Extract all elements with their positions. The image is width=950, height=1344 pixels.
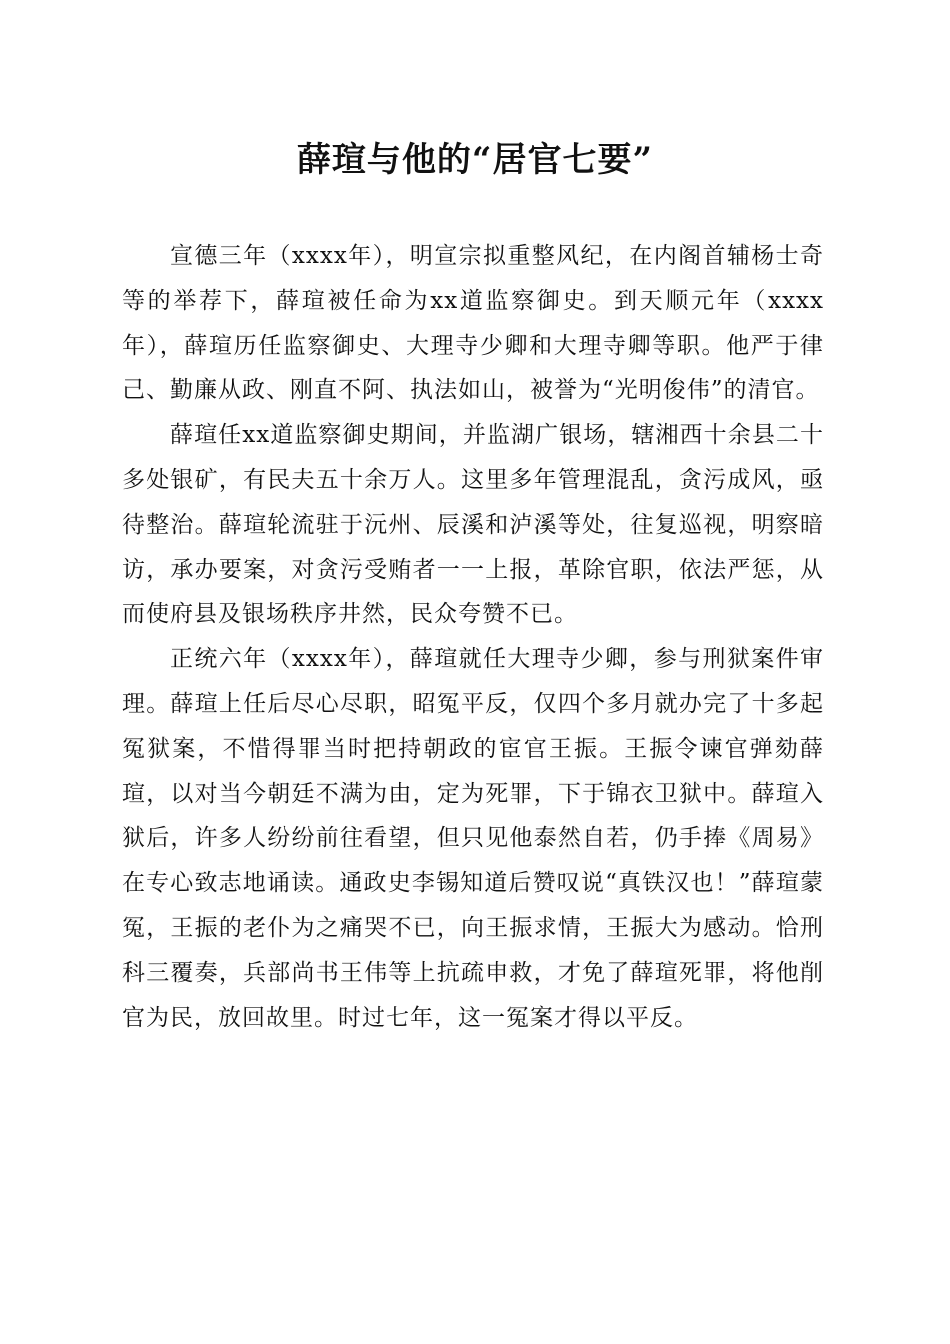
document-body — [122, 234, 824, 1040]
paragraph-3: 正统六年（xxxx年），薛瑄就任大理寺少卿，参与刑狱案件审理。薛瑄上任后尽心尽职，昭冤平反，仅四个多月就办完了十多起冤狱案，不惜得罪当时把持朝政的宦官王振。王振令谏官弹劾薛瑄，以对当今朝廷不满为由，定为死罪，下于锦衣卫狱中。薛瑄入狱后，许多人纷纷前往看望，但只见他泰然自若，仍手捧《周易》在专心致志地诵读。通政史李锡知道后赞叹说“真铁汉也！”薛瑄蒙冤，王振的老仆为之痛哭不已，向王振求情，王振大为感动。恰刑科三覆奏，兵部尚书王伟等上抗疏申救，才免了薛瑄死罪，将他削官为民，放回故里。时过七年，这一冤案才得以平反。 — [122, 646, 824, 1031]
document-title: 薛瑄与他的“居官七要” — [296, 140, 654, 180]
paragraph-2: 薛瑄任xx道监察御史期间，并监湖广银场，辖湘西十余县二十多处银矿，有民夫五十余万人。这里多年管理混乱，贪污成风，亟待整治。薛瑄轮流驻于沅州、辰溪和泸溪等处，往复巡视，明察暗访，承办要案，对贪污受贿者一一上报，革除官职，依法严惩，从而使府县及银场秩序井然，民众夸赞不已。 — [122, 422, 824, 628]
paragraph-1: 宣德三年（xxxx年），明宣宗拟重整风纪，在内阁首辅杨士奇等的举荐下，薛瑄被任命为xx道监察御史。到天顺元年（xxxx年），薛瑄历任监察御史、大理寺少卿和大理寺卿等职。他严于律己、勤廉从政、刚直不阿、执法如山，被誉为“光明俊伟”的清官。 — [122, 243, 824, 404]
